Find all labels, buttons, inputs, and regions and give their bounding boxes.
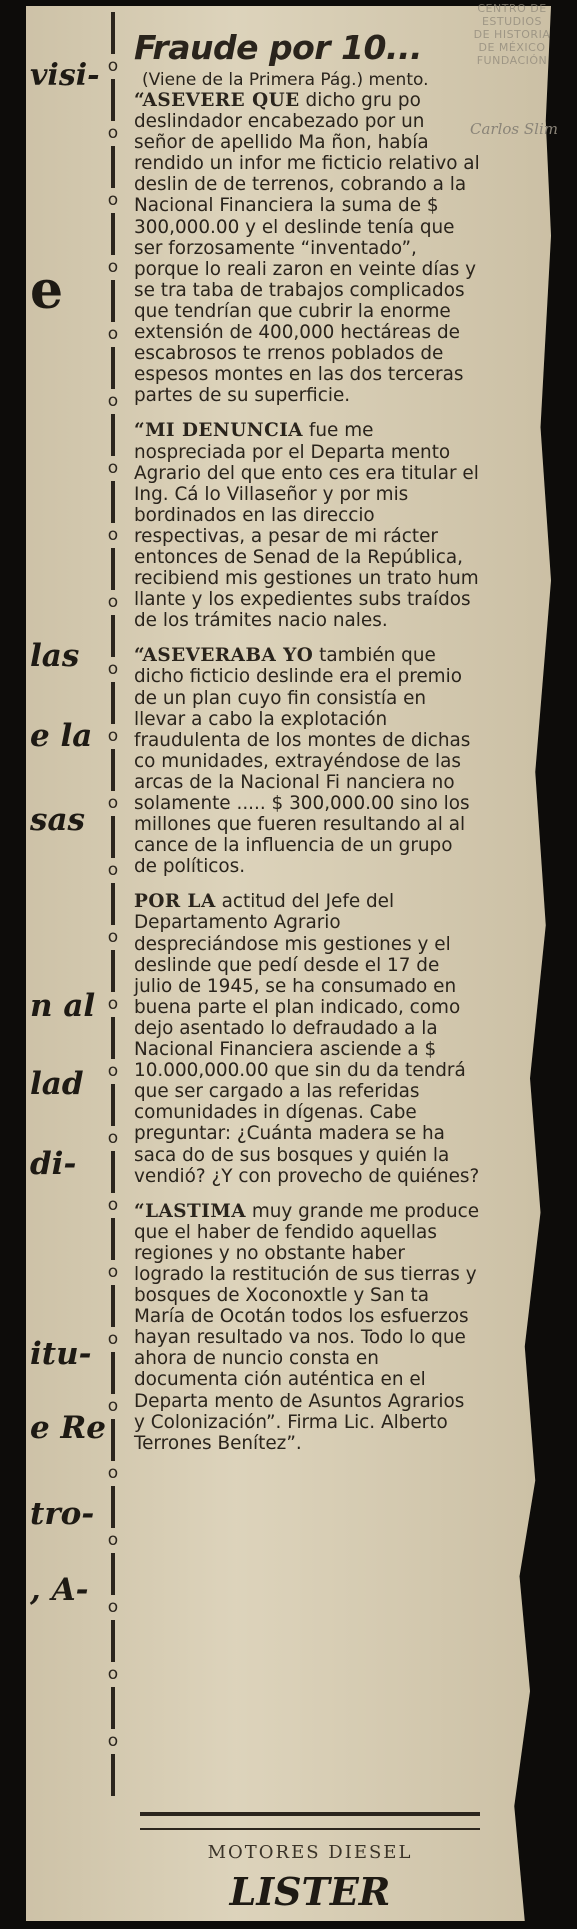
paragraph-lead: “LASTIMA <box>134 1200 246 1222</box>
article-paragraph <box>134 645 480 877</box>
article-paragraph <box>134 1201 480 1454</box>
fragment-text: e <box>30 260 64 321</box>
watermark-line: DE MÉXICO <box>478 41 546 54</box>
fragment-text: las <box>30 638 80 674</box>
article-headline: Fraude por 10... <box>134 28 423 67</box>
paragraph-text: muy grande me produce que el haber de fendido aquellas regiones y no obstante haber logrado la restitución de sus tierras y bosques de Xoconoxtle y San ta María de Ocotán todos los esfuerzos hayan resultado va nos. Todo lo que ahora de nuncio consta en documenta ción auténtica en el Departa mento de Asuntos Agrarios y Colonización”. Firma Lic. Alberto Terrones Benítez”. <box>134 1200 480 1454</box>
fragment-text: e la <box>30 718 93 754</box>
paragraph-text: dicho gru po deslindador encabezado por un señor de apellido Ma ñon, había rendido un infor me ficticio relativo al deslin de de terrenos, cobrando a la Nacional Financiera la suma de $ 300,000.00 y el deslinde tenía que ser forzosamente “inventado”, porque lo reali zaron en veinte días y se tra taba de trabajos complicados que tendrían que cubrir la enorme extensión de 400,000 hectáreas de escabrosos te rrenos poblados de espesos montes en las dos terceras partes de su superficie. <box>134 90 480 407</box>
watermark-line: CENTRO DE <box>477 2 547 15</box>
paragraph-lead: POR LA <box>134 891 216 913</box>
ad-brand: LISTER <box>229 1869 391 1914</box>
watermark-line: DE HISTORIA <box>473 28 551 41</box>
watermark-signature: Carlos Slim <box>470 120 558 138</box>
fragment-text: itu- <box>30 1336 92 1372</box>
fragment-text: e Re <box>30 1410 107 1446</box>
watermark-line: FUNDACIÓN <box>476 54 548 67</box>
column-divider: o o o o o o o o o o o o o o o o o o o o o o o o o o <box>102 10 124 1905</box>
paragraph-text: actitud del Jefe del Departamento Agrario despreciándose mis gestiones y el deslinde que pedí desde el 17 de julio de 1945, se ha consumado en buena parte el plan indicado, como dejo asentado lo defraudado a la Nacional Financiera asciende a $ 10.000,000.00 que sin du da tendrá que ser cargado a las referidas comunidades in dígenas. Cabe preguntar: ¿Cuánta madera se ha saca do de sus bosques y quién la vendió? ¿Y con provecho de quiénes? <box>134 891 480 1187</box>
article-paragraph <box>134 90 480 406</box>
advertisement <box>140 1812 480 1914</box>
fragment-text: , A- <box>30 1572 89 1608</box>
fragment-text: di- <box>30 1146 77 1182</box>
fragment-text: tro- <box>30 1496 95 1532</box>
paragraph-text: también que dicho ficticio deslinde era el premio de un plan cuyo fin consistía en llevar a cabo la explotación fraudulenta de los montes de dichas co munidades, extrayéndose de las arcas de la Nacional Fi nanciera no solamente ..... $ 300,000.00 sino los millones que fueren resultando al al cance de la influencia de un grupo de políticos. <box>134 645 471 878</box>
ad-tagline: MOTORES DIESEL <box>207 1842 413 1863</box>
fragment-text: n al <box>30 988 96 1024</box>
fragment-text: visi- <box>30 58 100 93</box>
article-paragraph <box>134 420 480 631</box>
fragment-text: sas <box>30 802 85 838</box>
continuation-note: (Viene de la Primera Pág.) mento. <box>142 70 429 90</box>
article-paragraph <box>134 891 480 1186</box>
paragraph-text: fue me nospreciada por el Departa mento Agrario del que ento ces era titular el Ing. Cá lo Villaseñor y por mis bordinados en las direccio respectivas, a pesar de mi rácter entonces de Senad de la República, recibiend mis gestiones un trato hum llante y los expedientes subs traídos de los trámites nacio nales. <box>134 420 479 632</box>
paragraph-lead: “ASEVERE QUE <box>134 90 300 111</box>
paragraph-lead: “ASEVERABA YO <box>134 645 314 667</box>
ad-border <box>140 1812 480 1830</box>
fragment-text: lad <box>30 1066 84 1102</box>
paragraph-lead: “MI DENUNCIA <box>134 420 304 442</box>
watermark-line: ESTUDIOS <box>481 15 543 28</box>
news-article <box>134 28 480 1454</box>
